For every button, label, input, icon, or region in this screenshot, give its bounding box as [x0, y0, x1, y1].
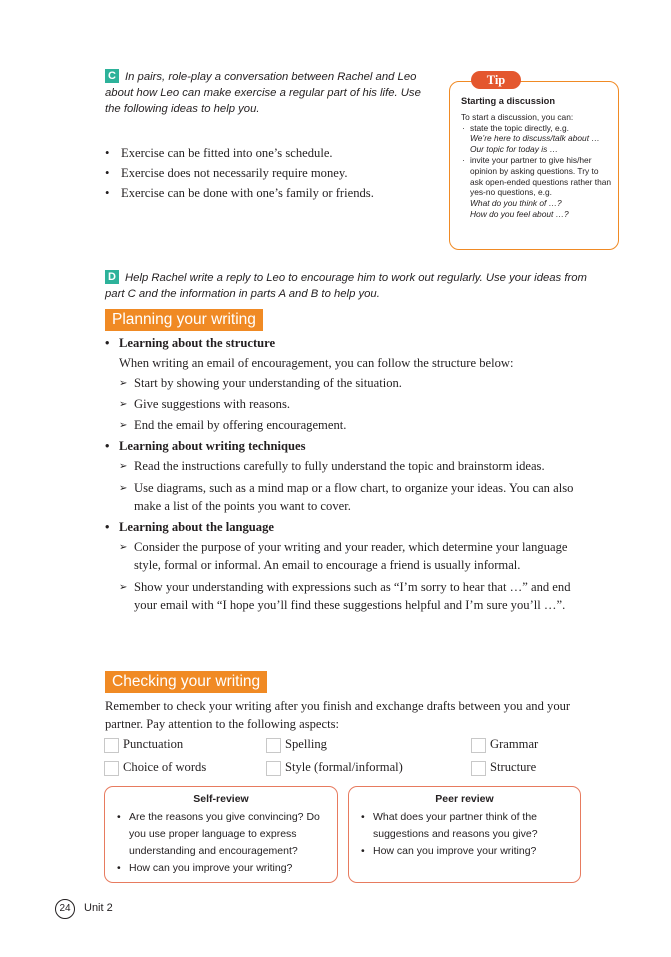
- list-item: • Are the reasons you give convincing? Do you use proper language to express understanding and encouragement?: [117, 809, 323, 860]
- list-item: ➢ Start by showing your understanding of the situation.: [119, 374, 585, 392]
- language-heading: • Learning about the language: [105, 520, 274, 534]
- part-d-text: Help Rachel write a reply to Leo to encourage him to work out regularly. Use your ideas from part C and the information in parts A and B to help you.: [105, 272, 587, 300]
- part-d-tag: D: [105, 270, 119, 284]
- tip-intro: To start a discussion, you can:: [461, 111, 574, 122]
- structure-heading: • Learning about the structure: [105, 336, 276, 350]
- tip-example: We’re here to discuss/talk about …: [470, 133, 600, 144]
- list-item: • What does your partner think of the suggestions and reasons you give?: [361, 809, 566, 843]
- checkbox-choice-of-words[interactable]: [104, 761, 119, 776]
- list-item: • Exercise can be fitted into one’s schedule.: [105, 143, 425, 163]
- tip-example: What do you think of …?: [470, 198, 562, 209]
- checkbox-punctuation[interactable]: [104, 738, 119, 753]
- part-d-instruction: [105, 270, 590, 302]
- checkbox-spelling[interactable]: [266, 738, 281, 753]
- checklist-label: Spelling: [285, 737, 327, 751]
- list-item: • Exercise can be done with one’s family or friends.: [105, 183, 425, 203]
- list-item: ➢ End the email by offering encouragement.: [119, 416, 585, 434]
- list-item: ➢ Consider the purpose of your writing and your reader, which determine your language style, formal or informal. An email to encourage a friend is usually informal.: [119, 538, 585, 574]
- part-c-instruction: [105, 69, 435, 117]
- list-item: • How can you improve your writing?: [117, 860, 323, 877]
- checklist-label: Grammar: [490, 737, 539, 751]
- list-item: • Exercise does not necessarily require money.: [105, 163, 425, 183]
- list-item: • How can you improve your writing?: [361, 843, 566, 860]
- unit-label: Unit 2: [84, 902, 113, 914]
- checkbox-style[interactable]: [266, 761, 281, 776]
- peer-review-box: [348, 786, 581, 883]
- planning-section: [105, 334, 585, 614]
- self-review-title: Self-review: [193, 793, 249, 805]
- list-item: ➢ Give suggestions with reasons.: [119, 395, 585, 413]
- tip-label: Tip: [471, 71, 521, 89]
- checkbox-grammar[interactable]: [471, 738, 486, 753]
- part-c-ideas: [105, 143, 425, 203]
- checklist-label: Punctuation: [123, 737, 184, 751]
- tip-point-1: · state the topic directly, e.g. We’re here to discuss/talk about … Our topic for today is …: [461, 123, 613, 155]
- tip-example: How do you feel about …?: [470, 208, 569, 219]
- planning-header: Planning your writing: [105, 309, 263, 331]
- checking-intro: Remember to check your writing after you finish and exchange drafts between you and your partner. Pay attention to the following aspects:: [105, 699, 571, 731]
- list-item: ➢ Read the instructions carefully to fully understand the topic and brainstorm ideas.: [119, 457, 585, 475]
- checklist-label: Structure: [490, 760, 537, 774]
- page-number: 24: [55, 899, 75, 919]
- tip-heading: Starting a discussion: [461, 96, 556, 106]
- checking-header: Checking your writing: [105, 671, 267, 693]
- checklist-label: Choice of words: [123, 760, 207, 774]
- tip-example: Our topic for today is …: [470, 144, 558, 155]
- tip-content: [461, 96, 613, 220]
- tip-point-2: · invite your partner to give his/her opinion by asking questions. Try to ask open-ended questions rather than yes-no questions, e.g. What do you think of …? How do you feel about …?: [462, 154, 612, 219]
- techniques-heading: • Learning about writing techniques: [105, 439, 306, 453]
- list-item: ➢ Show your understanding with expressions such as “I’m sorry to hear that …” and end your email with “I hope you’ll find these suggestions helpful and I’m sure you’ll …”.: [119, 578, 585, 614]
- structure-intro: When writing an email of encouragement, you can follow the structure below:: [119, 356, 514, 370]
- part-c-tag: C: [105, 69, 119, 83]
- checkbox-structure[interactable]: [471, 761, 486, 776]
- peer-review-title: Peer review: [435, 793, 494, 805]
- list-item: ➢ Use diagrams, such as a mind map or a flow chart, to organize your ideas. You can also make a list of the points you want to cover.: [119, 479, 585, 515]
- part-c-text: In pairs, role-play a conversation between Rachel and Leo about how Leo can make exercise a regular part of his life. Use the following ideas to help you.: [105, 71, 421, 115]
- checklist-label: Style (formal/informal): [285, 760, 403, 774]
- self-review-box: [104, 786, 338, 883]
